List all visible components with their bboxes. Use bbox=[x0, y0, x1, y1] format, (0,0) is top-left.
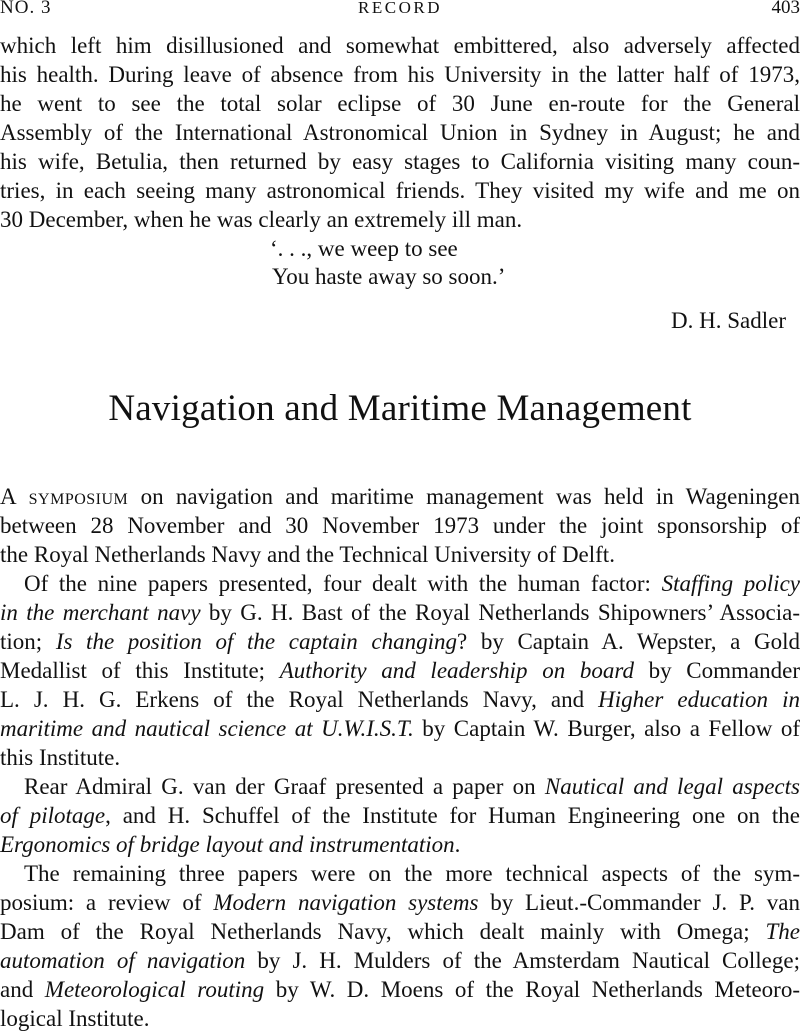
quotation-line: You haste away so soon.’ bbox=[0, 262, 800, 291]
text-line: Assembly of the International Astronomical Union in Sydney in August; he and bbox=[0, 118, 800, 147]
text-line: he went to see the total solar eclipse of 30 June en-route for the General bbox=[0, 89, 800, 118]
author-signature: D. H. Sadler bbox=[0, 306, 800, 335]
text-line: tion; Is the position of the captain changing? by Captain A. Wepster, a Gold bbox=[0, 627, 800, 656]
paper-title: Is the position of the captain changing bbox=[56, 629, 457, 654]
paper-title: maritime and nautical science at U.W.I.S.T. bbox=[0, 716, 414, 741]
text-line: his wife, Betulia, then returned by easy stages to California visiting many coun- bbox=[0, 147, 800, 176]
paper-title: Authority and leadership on board bbox=[280, 658, 634, 683]
text-line: Ergonomics of bridge layout and instrumentation. bbox=[0, 830, 800, 859]
text-line: logical Institute. bbox=[0, 1004, 800, 1033]
text-line: and Meteorological routing by W. D. Moens of the Royal Netherlands Meteoro- bbox=[0, 975, 800, 1004]
paper-title: Ergonomics of bridge layout and instrumentation bbox=[0, 832, 455, 857]
text-line: A symposium on navigation and maritime management was held in Wageningen bbox=[0, 482, 800, 511]
paper-title: Staffing policy bbox=[662, 571, 800, 596]
page-number: 403 bbox=[772, 0, 800, 20]
paper-title: automation of navigation bbox=[0, 948, 245, 973]
text-line: in the merchant navy by G. H. Bast of the Royal Netherlands Shipowners’ Associa- bbox=[0, 598, 800, 627]
text-line: his health. During leave of absence from his University in the latter half of 1973, bbox=[0, 60, 800, 89]
paper-title: The bbox=[766, 919, 800, 944]
text-line: Medallist of this Institute; Authority and leadership on board by Commander bbox=[0, 656, 800, 685]
text-line: tries, in each seeing many astronomical friends. They visited my wife and me on bbox=[0, 176, 800, 205]
paper-title: Modern navigation systems bbox=[213, 890, 478, 915]
paper-title: in the merchant navy bbox=[0, 600, 201, 625]
section-name: RECORD bbox=[0, 0, 800, 20]
text-line: the Royal Netherlands Navy and the Technical University of Delft. bbox=[0, 540, 800, 569]
text-line: which left him disillusioned and somewhat embittered, also adversely affected bbox=[0, 31, 800, 60]
article-title: Navigation and Maritime Management bbox=[0, 385, 800, 433]
text-line: Dam of the Royal Netherlands Navy, which dealt mainly with Omega; The bbox=[0, 917, 800, 946]
text-line: Rear Admiral G. van der Graaf presented a paper on Nautical and legal aspects bbox=[0, 772, 800, 801]
text-line: posium: a review of Modern navigation systems by Lieut.-Commander J. P. van bbox=[0, 888, 800, 917]
text-line: of pilotage, and H. Schuffel of the Institute for Human Engineering one on the bbox=[0, 801, 800, 830]
paper-title: Meteorological routing bbox=[45, 977, 264, 1002]
paper-title: of pilotage bbox=[0, 803, 105, 828]
text-line: maritime and nautical science at U.W.I.S.T. by Captain W. Burger, also a Fellow of bbox=[0, 714, 800, 743]
paper-title: Nautical and legal aspects bbox=[545, 774, 800, 799]
issue-number: NO. 3 bbox=[0, 0, 51, 20]
text-line: The remaining three papers were on the more technical aspects of the sym- bbox=[0, 859, 800, 888]
lead-small-caps: A symposium bbox=[0, 484, 128, 509]
text-line: L. J. H. G. Erkens of the Royal Netherlands Navy, and Higher education in bbox=[0, 685, 800, 714]
text-line: Of the nine papers presented, four dealt with the human factor: Staffing policy bbox=[0, 569, 800, 598]
text-line: this Institute. bbox=[0, 743, 800, 772]
paper-title: Higher education in bbox=[598, 687, 800, 712]
running-head bbox=[0, 0, 800, 20]
text-line: automation of navigation by J. H. Mulders of the Amsterdam Nautical College; bbox=[0, 946, 800, 975]
text-line: between 28 November and 30 November 1973 under the joint sponsorship of bbox=[0, 511, 800, 540]
text-line: 30 December, when he was clearly an extremely ill man. bbox=[0, 205, 800, 234]
quotation-line: ‘. . ., we weep to see bbox=[0, 234, 800, 263]
